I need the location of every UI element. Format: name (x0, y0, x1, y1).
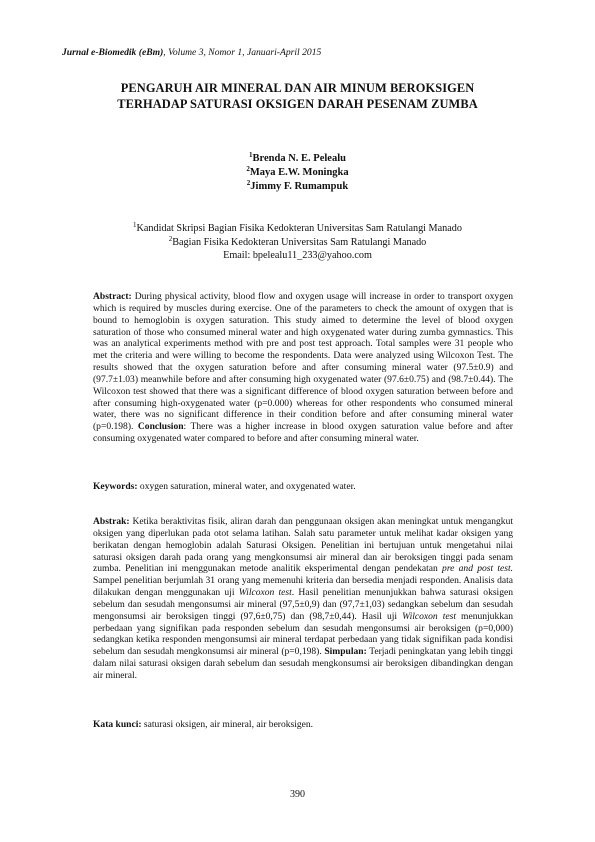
kata-kunci-text: saturasi oksigen, air mineral, air beroksigen. (141, 719, 314, 730)
author-3-sup: 2 (246, 179, 251, 187)
abstrak-text-3: . Hasil penelitian menunjukkan bahwa saturasi oksigen sebelum dan sesudah mengonsumsi air mineral (97,5±0,9) dan (97,7±1,03) sedangkan sebelum dan sesudah mengonsumsi air beroksigen tinggi (97,6±0,75) dan (98,7±0,44). Hasil uji (93, 587, 513, 622)
title-line-1: PENGARUH AIR MINERAL DAN AIR MINUM BEROKSIGEN (120, 81, 475, 95)
contact-email: Email: bpelealu11_233@yahoo.com (223, 250, 372, 261)
author-2-sup: 2 (246, 165, 250, 173)
abstrak-italic-2: Wilcoxon test (238, 587, 292, 599)
affiliation-1-text: Kandidat Skripsi Bagian Fisika Kedokteran Universitas Sam Ratulangi Manado (136, 223, 462, 234)
kata-kunci-label: Kata kunci: (93, 719, 142, 730)
abstract-text-2: : There was a higher increase in blood oxygen saturation value before and after consuming oxygenated water compared to before and after consuming mineral water. (93, 421, 513, 445)
affiliation-1-sup: 1 (133, 221, 137, 229)
abstrak-text-2: Sampel penelitian berjumlah 31 orang yang memenuhi kriteria dan bersedia menjadi responden. Analisis data dilakukan dengan menggunakan uji (93, 575, 513, 599)
abstrak-italic-1: pre and post test. (442, 563, 513, 575)
affiliation-2-sup: 2 (168, 234, 173, 243)
author-2-name: Maya E.W. Moningka (249, 167, 349, 178)
simpulan-label: Simpulan: (324, 646, 367, 658)
author-list (0, 152, 595, 194)
abstract-text-1: During physical activity, blood flow and oxygen usage will increase in order to transport oxygen which is required by muscles during exercise. One of the parameters to check the amount of oxygen that is bound to hemoglobin is oxygen saturation. This study aimed to determine the level of blood oxygen saturation of those who consumed mineral water and high oxygenated water during zumba gymnastics. This was an analytical experiments method with pre and post test approach. Total samples were 31 people who met the criteria and were willing to become the respondents. Data were analyzed using Wilcoxon Test. The results showed that the oxygen saturation before and after consuming mineral water (97.5±0.9) and (97.7±1.03) meanwhile before and after consuming high oxygenated water (97.6±0.75) and (98.7±0.44). The Wilcoxon test showed that there was a significant difference of blood oxygen saturation between before and after consuming high-oxygenated water (p=0.000) whereas for other respondents who consumed mineral water, there was no significant difference in their condition before and after consuming mineral water (p=0.198). (93, 291, 513, 433)
abstrak-text-1: Ketika beraktivitas fisik, aliran darah dan penggunaan oksigen akan meningkat untuk mengangkut oksigen yang diperlukan pada otot selama latihan. Salah satu parameter untuk melihat kadar oksigen yang berikatan dengan hemoglobin adalah Saturasi Oksigen. Penelitian ini bertujuan untuk mengetahui nilai saturasi oksigen darah pada orang yang mengkonsumsi air mineral dan air beroksigen tinggi pada senam zumba. Penelitian ini menggunakan metode analitik eksperimental dengan pendekatan (93, 516, 513, 575)
affiliation-2 (0, 236, 595, 250)
abstract-label: Abstract: (93, 291, 132, 302)
author-1-sup: 1 (249, 151, 253, 159)
author-1-name: Brenda N. E. Pelealu (252, 153, 346, 164)
affiliation-2-text: Bagian Fisika Kedokteran Universitas Sam Ratulangi Manado (172, 236, 427, 248)
abstrak-text-4: menunjukkan perbedaan yang signifikan pada responden sebelum dan sesudah mengonsumsi air beroksigen (p=0,000) sedangkan ketika responden mengonsumsi air mineral terdapat perbedaan yang tidak signifikan pada kondisi sebelum dan sesudah mengkonsumsi air mineral (p=0,198). (93, 610, 514, 658)
page-number: 390 (290, 789, 305, 800)
affiliations (0, 222, 595, 263)
author-2 (0, 166, 595, 180)
abstrak-text-5: Terjadi peningkatan yang lebih tinggi dalam nilai saturasi oksigen darah sebelum dan sesudah mengkonsumsi air beroksigen dibandingkan dengan air mineral. (93, 646, 513, 681)
abstract-indonesian (93, 516, 513, 682)
keywords-indonesian (93, 719, 513, 731)
abstrak-label: Abstrak: (93, 516, 130, 527)
author-3 (0, 180, 595, 194)
abstract-english (93, 291, 513, 445)
keywords-english (93, 481, 513, 493)
affiliation-1 (0, 222, 595, 236)
keywords-label: Keywords: (93, 481, 138, 492)
title-line-2: TERHADAP SATURASI OKSIGEN DARAH PESENAM ZUMBA (117, 97, 478, 111)
journal-issue: , Volume 3, Nomor 1, Januari-April 2015 (163, 47, 322, 58)
author-3-name: Jimmy F. Rumampuk (250, 181, 349, 192)
journal-name: Jurnal e-Biomedik (eBm) (62, 47, 164, 58)
paper-title (60, 80, 535, 112)
conclusion-label: Conclusion (137, 421, 184, 433)
abstrak-italic-3: Wilcoxon test (402, 610, 456, 622)
journal-header (62, 47, 321, 58)
author-1 (0, 152, 595, 166)
keywords-text: oxygen saturation, mineral water, and oxygenated water. (137, 481, 356, 492)
